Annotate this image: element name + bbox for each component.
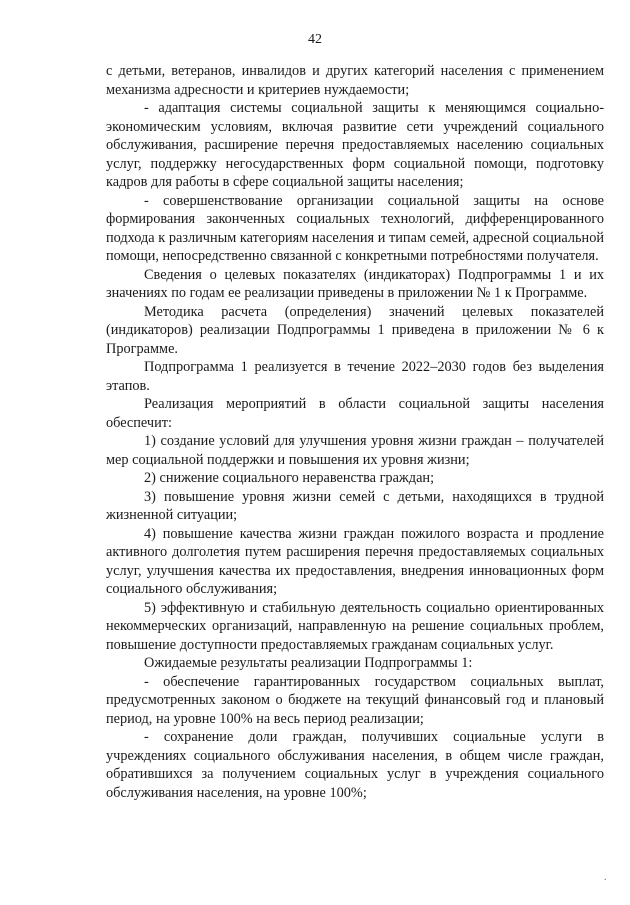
paragraph-indicators-info: Сведения о целевых показателях (индикаторах) Подпрограммы 1 и их значениях по годам ее реализации приведены в приложении № 1 к Программе. — [106, 266, 604, 301]
corner-mark: . — [604, 872, 607, 883]
paragraph-methodology: Методика расчета (определения) значений целевых показателей (индикаторов) реализации Подпрограммы 1 приведена в приложении № 6 к Программе. — [106, 303, 604, 357]
list-item-3: 3) повышение уровня жизни семей с детьми, находящихся в трудной жизненной ситуации; — [106, 488, 604, 523]
list-item-4: 4) повышение качества жизни граждан пожилого возраста и продление активного долголетия путем расширения перечня предоставляемых социальных услуг, улучшения качества их предоставления, внедрения инновационных форм социального обслуживания; — [106, 525, 604, 597]
paragraph-continuation: с детьми, ветеранов, инвалидов и других категорий населения с применением механизма адресности и критериев нуждаемости; — [106, 63, 604, 98]
list-item-1: 1) создание условий для улучшения уровня жизни граждан – получателей мер социальной поддержки и повышения их уровня жизни; — [106, 433, 604, 468]
paragraph-period: Подпрограмма 1 реализуется в течение 2022–2030 годов без выделения этапов. — [106, 359, 604, 394]
result-item-payments: - обеспечение гарантированных государством социальных выплат, предусмотренных законом о бюджете на текущий финансовый год и плановый период, на уровне 100% на весь период реализации; — [106, 673, 604, 727]
list-item-5: 5) эффективную и стабильную деятельность социально ориентированных некоммерческих организаций, направленную на решение социальных проблем, повышение доступности предоставляемых гражданам социальных услуг. — [106, 599, 604, 653]
list-item-2: 2) снижение социального неравенства граждан; — [144, 470, 435, 486]
paragraph-expected-results: Ожидаемые результаты реализации Подпрограммы 1: — [144, 655, 473, 671]
result-item-services: - сохранение доли граждан, получивших социальные услуги в учреждениях социального обслуживания населения, в общем числе граждан, обратившихся за получением социальных услуг в учреждения социального обслуживания населения, на уровне 100%; — [106, 729, 604, 801]
paragraph-adaptation: - адаптация системы социальной защиты к меняющимся социально-экономическим условиям, включая развитие сети учреждений социального обслуживания, расширение перечня предоставляемых населению социальных услуг, поддержку негосударственных форм социальной помощи, подготовку кадров для работы в сфере социальной защиты населения; — [106, 100, 604, 190]
paragraph-improvement: - совершенствование организации социальной защиты на основе формирования законченных социальных технологий, дифференцированного подхода к различным категориям населения и типам семей, адресной социальной помощи, непосредственно связанной с конкретными потребностями получателя. — [106, 192, 604, 264]
paragraph-implementation-intro: Реализация мероприятий в области социальной защиты населения обеспечит: — [106, 396, 604, 431]
body-text — [106, 62, 604, 802]
page-number: 42 — [308, 32, 322, 47]
